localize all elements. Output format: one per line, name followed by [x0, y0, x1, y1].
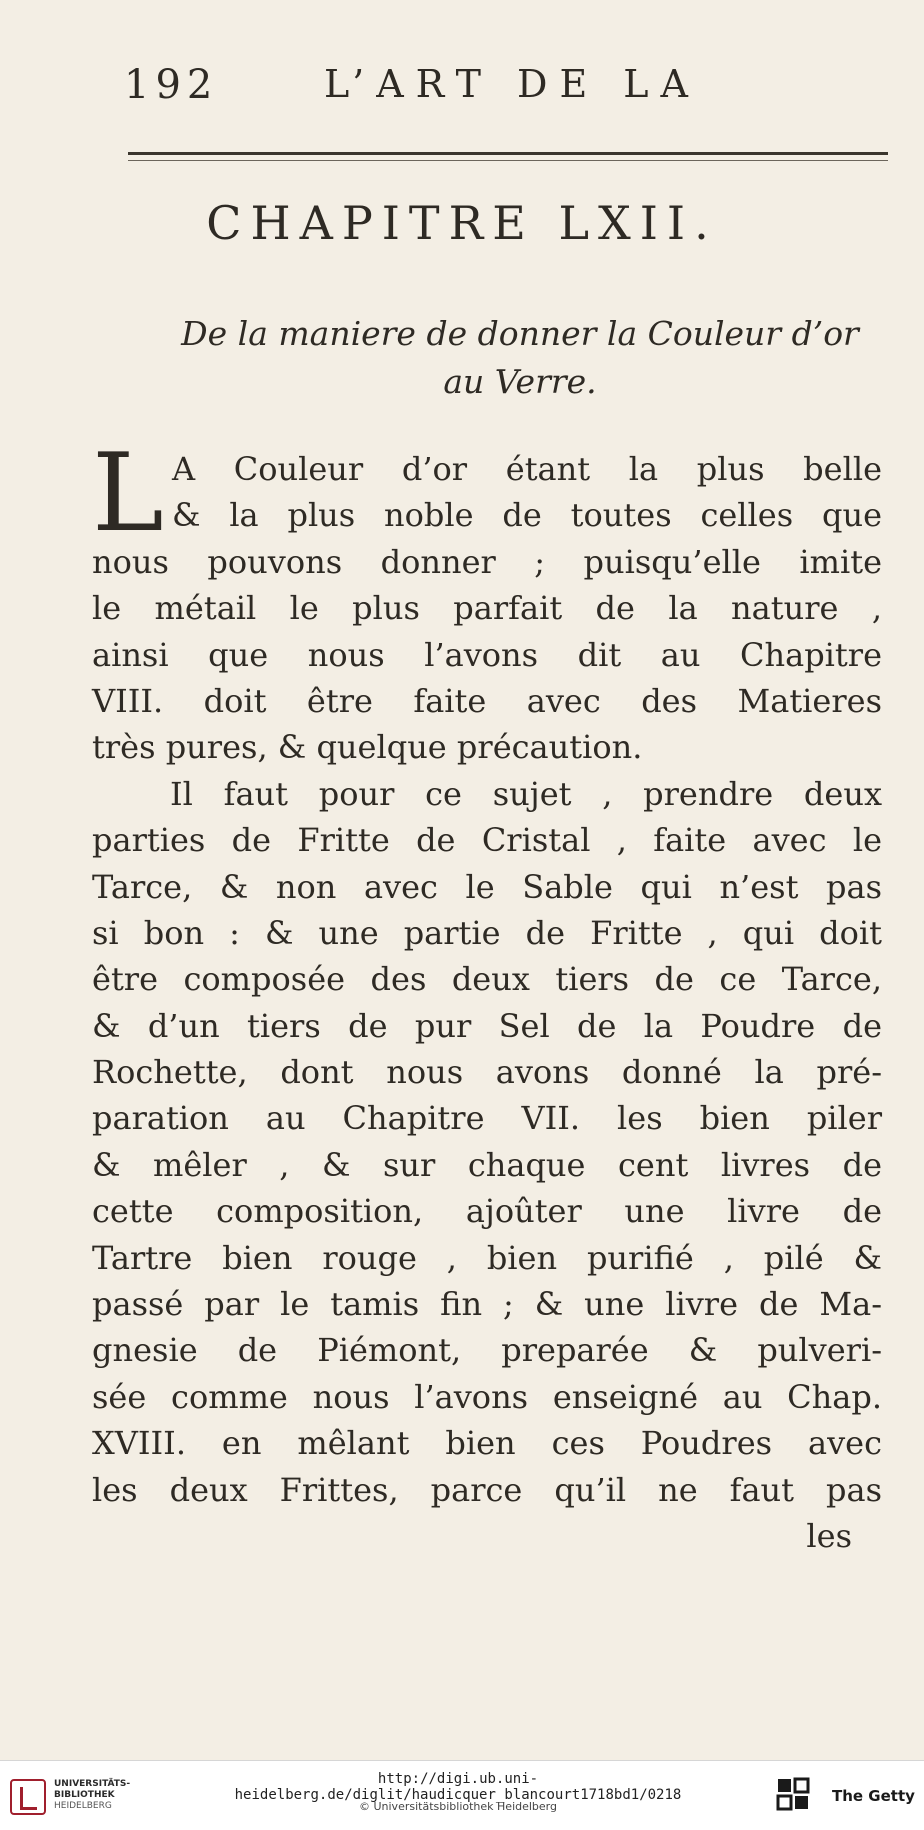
getty-logo-icon — [776, 1777, 810, 1817]
text-line: ainsi que nous l’avons dit au Chapitre — [92, 635, 882, 674]
text-line: passé par le tamis fin ; & une livre de Ma- — [92, 1285, 882, 1324]
header-rule-thin — [128, 160, 888, 161]
viewer-footer — [0, 1760, 924, 1830]
page-number: 192 — [124, 62, 219, 108]
text-line: & la plus noble de toutes celles que — [172, 496, 882, 535]
text-line: Rochette, dont nous avons donné la pré- — [92, 1053, 882, 1092]
body-text — [92, 431, 882, 1559]
library-name-line: BIBLIOTHEK — [54, 1790, 115, 1800]
text-line: Il faut pour ce sujet , prendre deux — [170, 774, 882, 813]
text-line: Tarce, & non avec le Sable qui n’est pas — [92, 867, 882, 906]
text-line: Tartre bien rouge , bien purifié , pilé & — [92, 1238, 882, 1277]
header-rule — [128, 152, 888, 155]
text-line: paration au Chapitre VII. les bien piler — [92, 1099, 882, 1138]
text-line: cette composition, ajoûter une livre de — [92, 1192, 882, 1231]
text-line: être composée des deux tiers de ce Tarce, — [92, 960, 882, 999]
text-line: & mêler , & sur chaque cent livres de — [92, 1145, 882, 1184]
text-line: le métail le plus parfait de la nature , — [92, 589, 882, 628]
drop-cap: L — [92, 431, 164, 556]
permalink-url[interactable]: http://digi.ub.uni-heidelberg.de/diglit/haudicquer_blancourt1718bd1/0218 — [234, 1771, 682, 1803]
library-name-line: HEIDELBERG — [54, 1801, 112, 1811]
text-line: très pures, & quelque précaution. — [92, 728, 643, 767]
library-name — [54, 1779, 144, 1812]
running-title: L’ART DE LA — [324, 62, 700, 106]
text-line: les deux Frittes, parce qu’il ne faut pas — [92, 1470, 882, 1509]
catchword: les — [806, 1516, 852, 1555]
text-line: & d’un tiers de pur Sel de la Poudre de — [92, 1006, 882, 1045]
subtitle-line: au Verre. — [443, 362, 597, 401]
text-line: VIII. doit être faite avec des Matieres — [92, 681, 882, 720]
chapter-subtitle — [160, 310, 880, 406]
subtitle-line: De la maniere de donner la Couleur d’or — [181, 314, 859, 353]
running-head — [124, 62, 824, 112]
chapter-title: CHAPITRE LXII. — [206, 196, 718, 250]
copyright-notice: © Universitätsbibliothek Heidelberg — [358, 1800, 557, 1813]
text-line: XVIII. en mêlant bien ces Poudres avec — [92, 1424, 882, 1463]
text-line: gnesie de Piémont, preparée & pulveri- — [92, 1331, 882, 1370]
text-line: si bon : & une partie de Fritte , qui doit — [92, 913, 882, 952]
text-line: parties de Fritte de Cristal , faite avec le — [92, 821, 882, 860]
text-line: sée comme nous l’avons enseigné au Chap. — [92, 1377, 882, 1416]
text-line: A Couleur d’or étant la plus belle — [172, 450, 882, 488]
library-name-line: UNIVERSITÄTS- — [54, 1779, 131, 1789]
library-logo-icon — [10, 1779, 46, 1815]
partner-name: The Getty — [832, 1787, 915, 1805]
text-line: nous pouvons donner ; puisqu’elle imite — [92, 542, 882, 581]
